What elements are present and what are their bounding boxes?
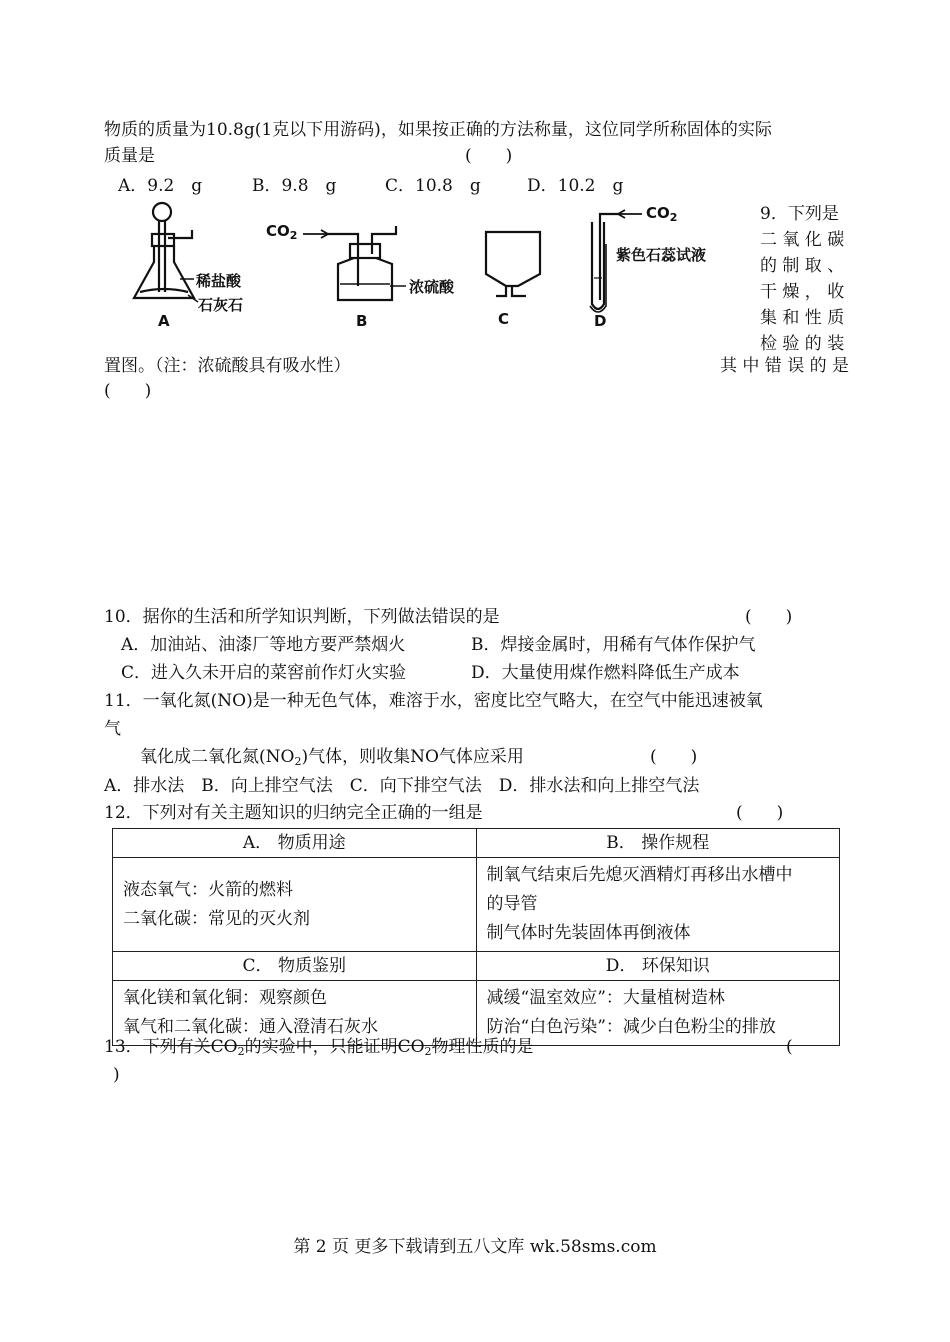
table-header-b: B． 操作规程: [476, 829, 840, 858]
label-letter-b: B: [356, 312, 368, 330]
label-limestone: 石灰石: [198, 296, 244, 314]
label-co2-d: $CO_2$: [646, 204, 678, 224]
label-letter-c: C: [498, 310, 510, 328]
q9-side-4: 干 燥 ， 收: [760, 282, 845, 302]
q9-side-2: 二 氧 化 碳: [760, 230, 845, 250]
q8-line1: 物质的质量为10.8g(1克以下用游码)，如果按正确的方法称量，这位同学所称固体的实际: [104, 120, 772, 140]
q13-stem: 13．下列有关$CO_2$的实验中，只能证明$CO_2$物理性质的是: [104, 1037, 534, 1058]
label-co2-b: $CO_2$: [266, 222, 298, 242]
bottle-c-tube-left: [496, 286, 506, 296]
q11-options: A．排水法 B．向上排空气法 C．向下排空气法 D．排水法和向上排空气法: [104, 776, 700, 796]
q13-paren-close: ): [113, 1065, 120, 1085]
q8-line2: 质量是: [104, 146, 155, 166]
q8-answer-paren: ( ): [465, 146, 513, 166]
q9-line-left: 置图。（注：浓硫酸具有吸水性）: [104, 356, 351, 376]
table-cell-b: 制氧气结束后先熄灭酒精灯再移出水槽中 的导管 制气体时先装固体再倒液体: [476, 858, 840, 952]
q8-option-a: A．9.2 g: [118, 176, 203, 196]
q11-line2: 气: [104, 719, 121, 739]
q9-side-1: 9．下列是: [760, 204, 839, 224]
q12-answer-paren: ( ): [736, 803, 784, 823]
label-litmus: 紫色石蕊试液: [616, 246, 707, 264]
q9-apparatus-figure: [128, 200, 758, 335]
q9-line-right: 其 中 错 误 的 是: [720, 356, 850, 376]
flask-a-stopper: [152, 234, 174, 246]
bottle-c-body: [486, 232, 540, 286]
table-header-d: D． 环保知识: [476, 952, 840, 981]
q8-options: [118, 175, 623, 197]
label-letter-a: A: [158, 312, 170, 330]
table-cell-a: 液态氧气：火箭的燃料 二氧化碳：常见的灭火剂: [113, 858, 477, 952]
table-cell-d: 减缓“温室效应”：大量植树造林 防治“白色污染”：减少白色粉尘的排放: [476, 981, 840, 1046]
q9-side-5: 集 和 性 质: [760, 308, 845, 328]
label-dilute-hcl: 稀盐酸: [196, 272, 242, 290]
q10-stem: 10．据你的生活和所学知识判断，下列做法错误的是: [104, 607, 500, 627]
q9-side-3: 的 制 取 、: [760, 256, 845, 276]
q9-side-6: 检 验 的 装: [760, 334, 845, 354]
q8-option-c: C．10.8 g: [385, 176, 481, 196]
q11-line3: 氧化成二氧化氮$(NO_2)$气体，则收集NO气体应采用: [140, 747, 524, 768]
q13-paren-open: (: [786, 1037, 793, 1057]
bottle-b-outlet-tube: [372, 226, 396, 254]
bottle-b-body: [338, 258, 392, 300]
q10-option-a: A．加油站、油漆厂等地方要严禁烟火: [121, 635, 406, 655]
q10-option-b: B．焊接金属时，用稀有气体作保护气: [471, 635, 756, 655]
q11-line1: 11．一氧化氮(NO)是一种无色气体，难溶于水，密度比空气略大，在空气中能迅速被氧: [104, 691, 763, 711]
q12-stem: 12．下列对有关主题知识的归纳完全正确的一组是: [104, 803, 483, 823]
q12-knowledge-table: [112, 828, 840, 1046]
table-header-a: A． 物质用途: [113, 829, 477, 858]
label-letter-d: D: [594, 312, 607, 330]
q8-option-b: B．9.8 g: [252, 176, 337, 196]
bottle-b-stopper: [350, 244, 380, 258]
table-cell-c: 氧化镁和氧化铜：观察颜色 氧气和二氧化碳：通入澄清石灰水: [113, 981, 477, 1046]
q10-answer-paren: ( ): [745, 607, 793, 627]
q10-option-d: D．大量使用煤作燃料降低生产成本: [471, 663, 740, 683]
q11-answer-paren: ( ): [650, 747, 698, 767]
bottle-c-tube-right: [512, 286, 526, 296]
bottle-b-inlet-tube: [328, 234, 358, 286]
funnel-bulb: [153, 203, 171, 221]
q9-answer-paren: ( ): [104, 381, 152, 401]
q8-option-d: D．10.2 g: [527, 176, 624, 196]
page-footer: 第 2 页 更多下载请到五八文库 wk.58sms.com: [293, 1237, 657, 1257]
q10-option-c: C．进入久未开启的菜窖前作灯火实验: [121, 663, 407, 683]
table-header-c: C． 物质鉴别: [113, 952, 477, 981]
tube-d-outer: [592, 222, 604, 309]
label-conc-sulfuric: 浓硫酸: [409, 278, 455, 296]
